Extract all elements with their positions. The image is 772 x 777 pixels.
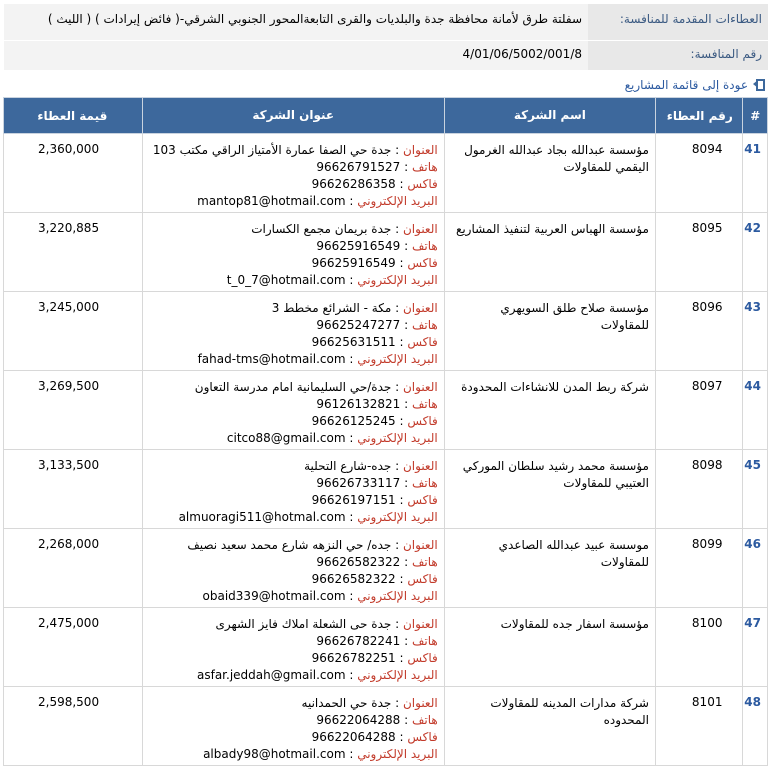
email-value: citco88@gmail.com bbox=[226, 431, 346, 445]
bid-number: 8096 bbox=[655, 292, 742, 371]
email-value: t_0_7@hotmail.com bbox=[226, 273, 346, 287]
email-line: البريد الإلكتروني : albady98@hotmail.com bbox=[203, 747, 438, 761]
tender-number-label: رقم المنافسة: bbox=[588, 41, 768, 71]
address-value: جده/ حي النزهه شارع محمد سعيد نصيف bbox=[187, 538, 392, 552]
company-address bbox=[142, 134, 444, 213]
bid-value: 2,475,000 bbox=[4, 608, 143, 687]
table-row bbox=[4, 371, 768, 450]
fax-value: 96622064288 bbox=[311, 730, 396, 744]
fax-value: 96626125245 bbox=[311, 414, 396, 428]
bid-value: 2,598,500 bbox=[4, 687, 143, 766]
row-index-link[interactable]: 48 bbox=[743, 687, 768, 766]
address-value: جدة حي الصفا عمارة الأمتياز الراقي مكتب 103 bbox=[152, 143, 392, 157]
row-index-link[interactable]: 46 bbox=[743, 529, 768, 608]
email-label: البريد الإلكتروني bbox=[357, 431, 438, 445]
email-label: البريد الإلكتروني bbox=[357, 194, 438, 208]
fax-line: فاكس : 96625631511 bbox=[311, 335, 438, 349]
email-value: albady98@hotmail.com bbox=[203, 747, 346, 761]
col-bid-value: قيمة العطاء bbox=[4, 98, 143, 134]
address-value: جدة/حي السليمانية امام مدرسة التعاون bbox=[194, 380, 392, 394]
offers-label: العطاءات المقدمة للمنافسة: bbox=[588, 4, 768, 41]
row-index-link[interactable]: 44 bbox=[743, 371, 768, 450]
phone-line: هاتف : 96626582322 bbox=[316, 555, 438, 569]
phone-line: هاتف : 96625247277 bbox=[316, 318, 438, 332]
fax-label: فاكس bbox=[407, 256, 438, 270]
phone-label: هاتف bbox=[411, 634, 438, 648]
email-line: البريد الإلكتروني : obaid339@hotmail.com bbox=[202, 589, 438, 603]
phone-value: 96626782241 bbox=[316, 634, 401, 648]
company-address bbox=[142, 213, 444, 292]
phone-label: هاتف bbox=[411, 239, 438, 253]
fax-label: فاكس bbox=[407, 572, 438, 586]
company-name: موسسة عبيد عبدالله الصاعدي للمقاولات bbox=[444, 529, 655, 608]
company-name: مؤسسة عبدالله بجاد عبدالله الغرمول اليقمي للمقاولات bbox=[444, 134, 655, 213]
address-label: العنوان bbox=[402, 143, 438, 157]
bids-table bbox=[3, 97, 768, 766]
bid-number: 8097 bbox=[655, 371, 742, 450]
company-name: شركة ربط المدن للانشاءات المحدودة bbox=[444, 371, 655, 450]
company-name: مؤسسة صلاح طلق السويهري للمقاولات bbox=[444, 292, 655, 371]
fax-line: فاكس : 96626286358 bbox=[311, 177, 438, 191]
email-value: mantop81@hotmail.com bbox=[197, 194, 346, 208]
tender-info bbox=[4, 4, 768, 71]
email-line: البريد الإلكتروني : mantop81@hotmail.com bbox=[197, 194, 438, 208]
fax-line: فاكس : 96626782251 bbox=[311, 651, 438, 665]
phone-value: 96626582322 bbox=[316, 555, 401, 569]
table-row bbox=[4, 450, 768, 529]
phone-label: هاتف bbox=[411, 476, 438, 490]
col-company-address: عنوان الشركة bbox=[142, 98, 444, 134]
fax-line: فاكس : 96626197151 bbox=[311, 493, 438, 507]
bid-value: 3,133,500 bbox=[4, 450, 143, 529]
fax-label: فاكس bbox=[407, 493, 438, 507]
fax-value: 96625631511 bbox=[311, 335, 396, 349]
table-row bbox=[4, 134, 768, 213]
email-value: asfar.jeddah@gmail.com bbox=[197, 668, 346, 682]
bid-value: 3,245,000 bbox=[4, 292, 143, 371]
phone-label: هاتف bbox=[411, 397, 438, 411]
email-line: البريد الإلكتروني : almuoragi511@hotmal.com bbox=[178, 510, 438, 524]
fax-value: 96625916549 bbox=[311, 256, 396, 270]
email-value: almuoragi511@hotmal.com bbox=[178, 510, 346, 524]
table-row bbox=[4, 687, 768, 766]
phone-line: هاتف : 96625916549 bbox=[316, 239, 438, 253]
company-name: مؤسسة محمد رشيد سلطان الموركي العتيبي للمقاولات bbox=[444, 450, 655, 529]
email-line: البريد الإلكتروني : t_0_7@hotmail.com bbox=[226, 273, 438, 287]
address-line: العنوان : جده/ حي النزهه شارع محمد سعيد نصيف bbox=[187, 538, 438, 552]
email-label: البريد الإلكتروني bbox=[357, 273, 438, 287]
email-label: البريد الإلكتروني bbox=[357, 510, 438, 524]
bid-number: 8094 bbox=[655, 134, 742, 213]
address-line: العنوان : جدة حي الحمدانيه bbox=[301, 696, 438, 710]
table-row bbox=[4, 213, 768, 292]
fax-value: 96626782251 bbox=[311, 651, 396, 665]
table-row bbox=[4, 292, 768, 371]
table-row bbox=[4, 529, 768, 608]
fax-label: فاكس bbox=[407, 335, 438, 349]
address-label: العنوان bbox=[402, 222, 438, 236]
bid-value: 3,269,500 bbox=[4, 371, 143, 450]
company-name: شركة مدارات المدينه للمقاولات المحدوده bbox=[444, 687, 655, 766]
fax-value: 96626286358 bbox=[311, 177, 396, 191]
address-label: العنوان bbox=[402, 380, 438, 394]
phone-line: هاتف : 96626733117 bbox=[316, 476, 438, 490]
row-index-link[interactable]: 45 bbox=[743, 450, 768, 529]
email-value: fahad-tms@hotmail.com bbox=[197, 352, 346, 366]
phone-line: هاتف : 96626782241 bbox=[316, 634, 438, 648]
bid-number: 8100 bbox=[655, 608, 742, 687]
address-line: العنوان : مكة - الشرائع مخطط 3 bbox=[271, 301, 438, 315]
phone-label: هاتف bbox=[411, 555, 438, 569]
back-link-label: عودة إلى قائمة المشاريع bbox=[624, 78, 748, 92]
phone-value: 96625916549 bbox=[316, 239, 401, 253]
bid-value: 3,220,885 bbox=[4, 213, 143, 292]
phone-line: هاتف : 96126132821 bbox=[316, 397, 438, 411]
company-address bbox=[142, 529, 444, 608]
fax-line: فاكس : 96626582322 bbox=[311, 572, 438, 586]
phone-label: هاتف bbox=[411, 318, 438, 332]
fax-label: فاكس bbox=[407, 414, 438, 428]
col-index: # bbox=[743, 98, 768, 134]
address-value: جدة حي الحمدانيه bbox=[301, 696, 392, 710]
address-line: العنوان : جدة حى الشعلة املاك فايز الشهرى bbox=[215, 617, 438, 631]
phone-label: هاتف bbox=[411, 160, 438, 174]
bid-number: 8101 bbox=[655, 687, 742, 766]
email-label: البريد الإلكتروني bbox=[357, 589, 438, 603]
bid-value: 2,360,000 bbox=[4, 134, 143, 213]
bid-number: 8095 bbox=[655, 213, 742, 292]
col-company-name: اسم الشركة bbox=[444, 98, 655, 134]
address-line: العنوان : جدة حي الصفا عمارة الأمتياز الراقي مكتب 103 bbox=[152, 143, 438, 157]
bid-number: 8098 bbox=[655, 450, 742, 529]
fax-line: فاكس : 96625916549 bbox=[311, 256, 438, 270]
bid-number: 8099 bbox=[655, 529, 742, 608]
address-value: جده-شارع التحلية bbox=[304, 459, 392, 473]
phone-value: 96626733117 bbox=[316, 476, 401, 490]
phone-value: 96622064288 bbox=[316, 713, 401, 727]
row-index-link[interactable]: 47 bbox=[743, 608, 768, 687]
email-value: obaid339@hotmail.com bbox=[202, 589, 346, 603]
back-to-projects-link[interactable] bbox=[4, 77, 766, 93]
company-address bbox=[142, 371, 444, 450]
fax-line: فاكس : 96622064288 bbox=[311, 730, 438, 744]
address-label: العنوان bbox=[402, 538, 438, 552]
company-address bbox=[142, 608, 444, 687]
email-line: البريد الإلكتروني : asfar.jeddah@gmail.com bbox=[197, 668, 438, 682]
company-address bbox=[142, 687, 444, 766]
company-name: مؤسسة الهباس العربية لتنفيذ المشاريع bbox=[444, 213, 655, 292]
address-value: جدة بريمان مجمع الكسارات bbox=[251, 222, 392, 236]
address-label: العنوان bbox=[402, 301, 438, 315]
fax-label: فاكس bbox=[407, 177, 438, 191]
col-bid-number: رقم العطاء bbox=[655, 98, 742, 134]
row-index-link[interactable]: 43 bbox=[743, 292, 768, 371]
address-line: العنوان : جدة بريمان مجمع الكسارات bbox=[251, 222, 438, 236]
table-row bbox=[4, 608, 768, 687]
address-label: العنوان bbox=[402, 696, 438, 710]
table-header bbox=[4, 98, 768, 134]
fax-value: 96626197151 bbox=[311, 493, 396, 507]
phone-value: 96625247277 bbox=[316, 318, 401, 332]
fax-label: فاكس bbox=[407, 730, 438, 744]
offers-value: سفلتة طرق لأمانة محافظة جدة والبلديات والقرى التابعةالمحور الجنوبي الشرقي-( فائض إيرادات ) ( الليث ) bbox=[4, 4, 588, 41]
email-label: البريد الإلكتروني bbox=[357, 747, 438, 761]
fax-label: فاكس bbox=[407, 651, 438, 665]
email-line: البريد الإلكتروني : fahad-tms@hotmail.com bbox=[197, 352, 438, 366]
phone-label: هاتف bbox=[411, 713, 438, 727]
row-index-link[interactable]: 42 bbox=[743, 213, 768, 292]
back-arrow-icon bbox=[752, 78, 766, 92]
phone-line: هاتف : 96622064288 bbox=[316, 713, 438, 727]
row-index-link[interactable]: 41 bbox=[743, 134, 768, 213]
tender-number-value: 4/01/06/5002/001/8 bbox=[4, 41, 588, 71]
email-label: البريد الإلكتروني bbox=[357, 352, 438, 366]
fax-value: 96626582322 bbox=[311, 572, 396, 586]
address-label: العنوان bbox=[402, 617, 438, 631]
fax-line: فاكس : 96626125245 bbox=[311, 414, 438, 428]
email-label: البريد الإلكتروني bbox=[357, 668, 438, 682]
address-line: العنوان : جده-شارع التحلية bbox=[304, 459, 438, 473]
bid-value: 2,268,000 bbox=[4, 529, 143, 608]
phone-line: هاتف : 96626791527 bbox=[316, 160, 438, 174]
phone-value: 96126132821 bbox=[316, 397, 401, 411]
company-name: مؤسسة اسفار جده للمقاولات bbox=[444, 608, 655, 687]
company-address bbox=[142, 450, 444, 529]
address-value: مكة - الشرائع مخطط 3 bbox=[271, 301, 392, 315]
address-label: العنوان bbox=[402, 459, 438, 473]
email-line: البريد الإلكتروني : citco88@gmail.com bbox=[226, 431, 438, 445]
phone-value: 96626791527 bbox=[316, 160, 401, 174]
address-line: العنوان : جدة/حي السليمانية امام مدرسة التعاون bbox=[194, 380, 438, 394]
company-address bbox=[142, 292, 444, 371]
address-value: جدة حى الشعلة املاك فايز الشهرى bbox=[215, 617, 392, 631]
